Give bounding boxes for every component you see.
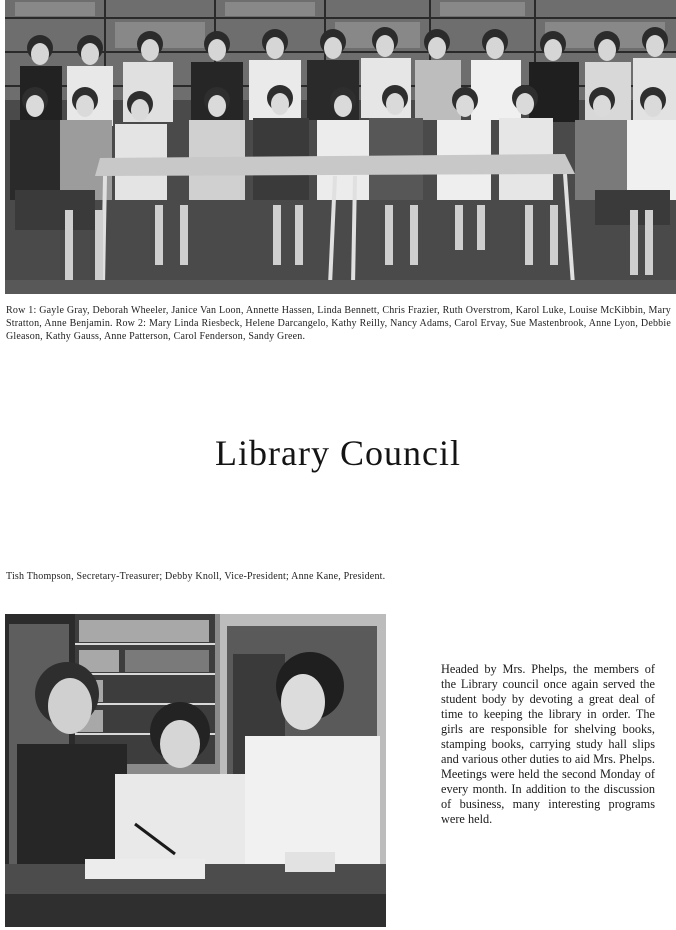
roster-caption: Row 1: Gayle Gray, Deborah Wheeler, Janice Van Loon, Annette Hassen, Linda Bennett, Chris Frazier, Ruth Overstrom, Karol Luke, Louise McKibbin, Mary Stratton, Anne Benjamin. Row 2: Mary Linda Riesbeck, Helene Darcangelo, Kathy Reilly, Nancy Adams, Carol Ervay, Sue Mastenbrook, Anne Lyon, Debbie Gleason, Kathy Gauss, Anne Patterson, Carol Fenderson, Sandy Green.: [6, 305, 671, 342]
article-body: Headed by Mrs. Phelps, the members of the Library council once again served the student body by devoting a great deal of time to keeping the library in order. The girls are responsible for shelving books, stamping books, carrying study hall slips and various other duties to aid Mrs. Phelps. Meetings were held the second Monday of every month. In addition to the discussion of business, many interesting programs were held.: [441, 662, 655, 826]
officers-caption: Tish Thompson, Secretary-Treasurer; Debby Knoll, Vice-President; Anne Kane, President.: [6, 571, 386, 582]
officers-photo: [5, 614, 386, 927]
page-title: Library Council: [215, 433, 461, 473]
group-photo: [5, 0, 676, 294]
